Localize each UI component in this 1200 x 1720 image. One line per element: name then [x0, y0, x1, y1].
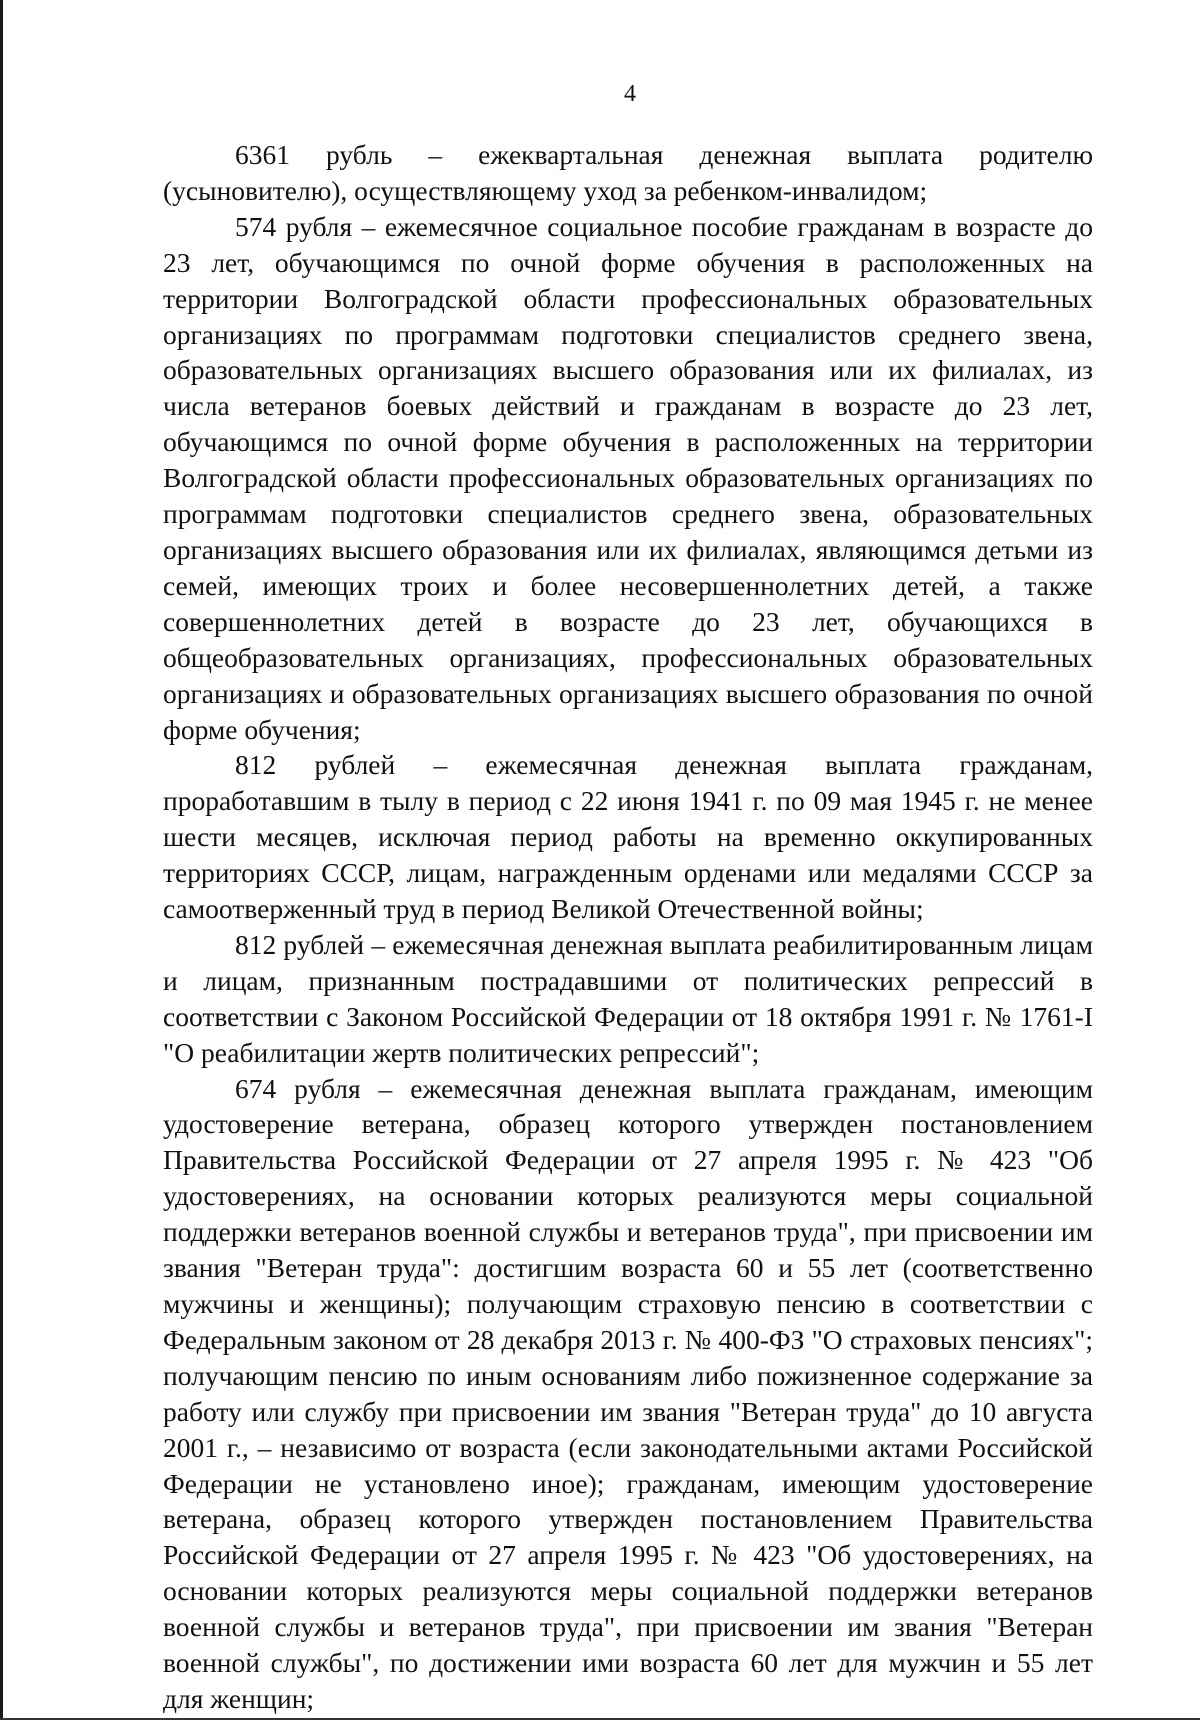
paragraph-veteran-payment: 674 рубля – ежемесячная денежная выплата гражданам, имеющим удостоверение ветерана, образец которого утвержден постановлением Правительства Российской Федерации от 27 апреля 1995 г. № 423 "Об удостоверениях, на основании которых реализуются меры социальной поддержки ветеранов военной службы и ветеранов труда", при присвоении им звания "Ветеран труда": достигшим возраста 60 и 55 лет (соответственно мужчины и женщины); получающим страховую пенсию в соответствии с Федеральным законом от 28 декабря 2013 г. № 400-ФЗ "О страховых пенсиях"; получающим пенсию по иным основаниям либо пожизненное содержание за работу или службу при присвоении им звания "Ветеран труда" до 10 августа 2001 г., – независимо от возраста (если законодательными актами Российской Федерации не установлено иное); гражданам, имеющим удостоверение ветерана, образец которого утвержден постановлением Правительства Российской Федерации от 27 апреля 1995 г. № 423 "Об удостоверениях, на основании которых реализуются меры социальной поддержки ветеранов военной службы и ветеранов труда", при присвоении им звания "Ветеран военной службы", по достижении ими возраста 60 лет для мужчин и 55 лет для женщин;: [163, 1072, 1093, 1714]
paragraph-rehabilitated-payment: 812 рублей – ежемесячная денежная выплата реабилитированным лицам и лицам, признанным пострадавшими от политических репрессий в соответствии с Законом Российской Федерации от 18 октября 1991 г. № 1761-I "О реабилитации жертв политических репрессий";: [163, 928, 1093, 1068]
page-number: 4: [624, 81, 636, 107]
document-body: [163, 137, 1093, 1717]
scan-left-edge: [0, 0, 3, 1720]
paragraph-home-front-payment: 812 рублей – ежемесячная денежная выплата гражданам, проработавшим в тылу в период с 22 июня 1941 г. по 09 мая 1945 г. не менее шести месяцев, исключая период работы на временно оккупированных территориях СССР, лицам, награжденным орденами или медалями СССР за самоотверженный труд в период Великой Отечественной войны;: [163, 749, 1093, 925]
paragraph-quarterly-payment: 6361 рубль – ежеквартальная денежная выплата родителю (усыновителю), осуществляющему уход за ребенком-инвалидом;: [163, 139, 1093, 206]
paragraph-student-allowance: 574 рубля – ежемесячное социальное пособие гражданам в возрасте до 23 лет, обучающимся по очной форме обучения в расположенных на территории Волгоградской области профессиональных образовательных организациях по программам подготовки специалистов среднего звена, образовательных организациях высшего образования или их филиалах, из числа ветеранов боевых действий и гражданам в возрасте до 23 лет, обучающимся по очной форме обучения в расположенных на территории Волгоградской области профессиональных образовательных организациях по программам подготовки специалистов среднего звена, образовательных организациях высшего образования или их филиалах, являющимся детьми из семей, имеющих троих и более несовершеннолетних детей, а также совершеннолетних детей в возрасте до 23 лет, обучающихся в общеобразовательных организациях, профессиональных образовательных организациях и образовательных организациях высшего образования по очной форме обучения;: [163, 210, 1093, 745]
